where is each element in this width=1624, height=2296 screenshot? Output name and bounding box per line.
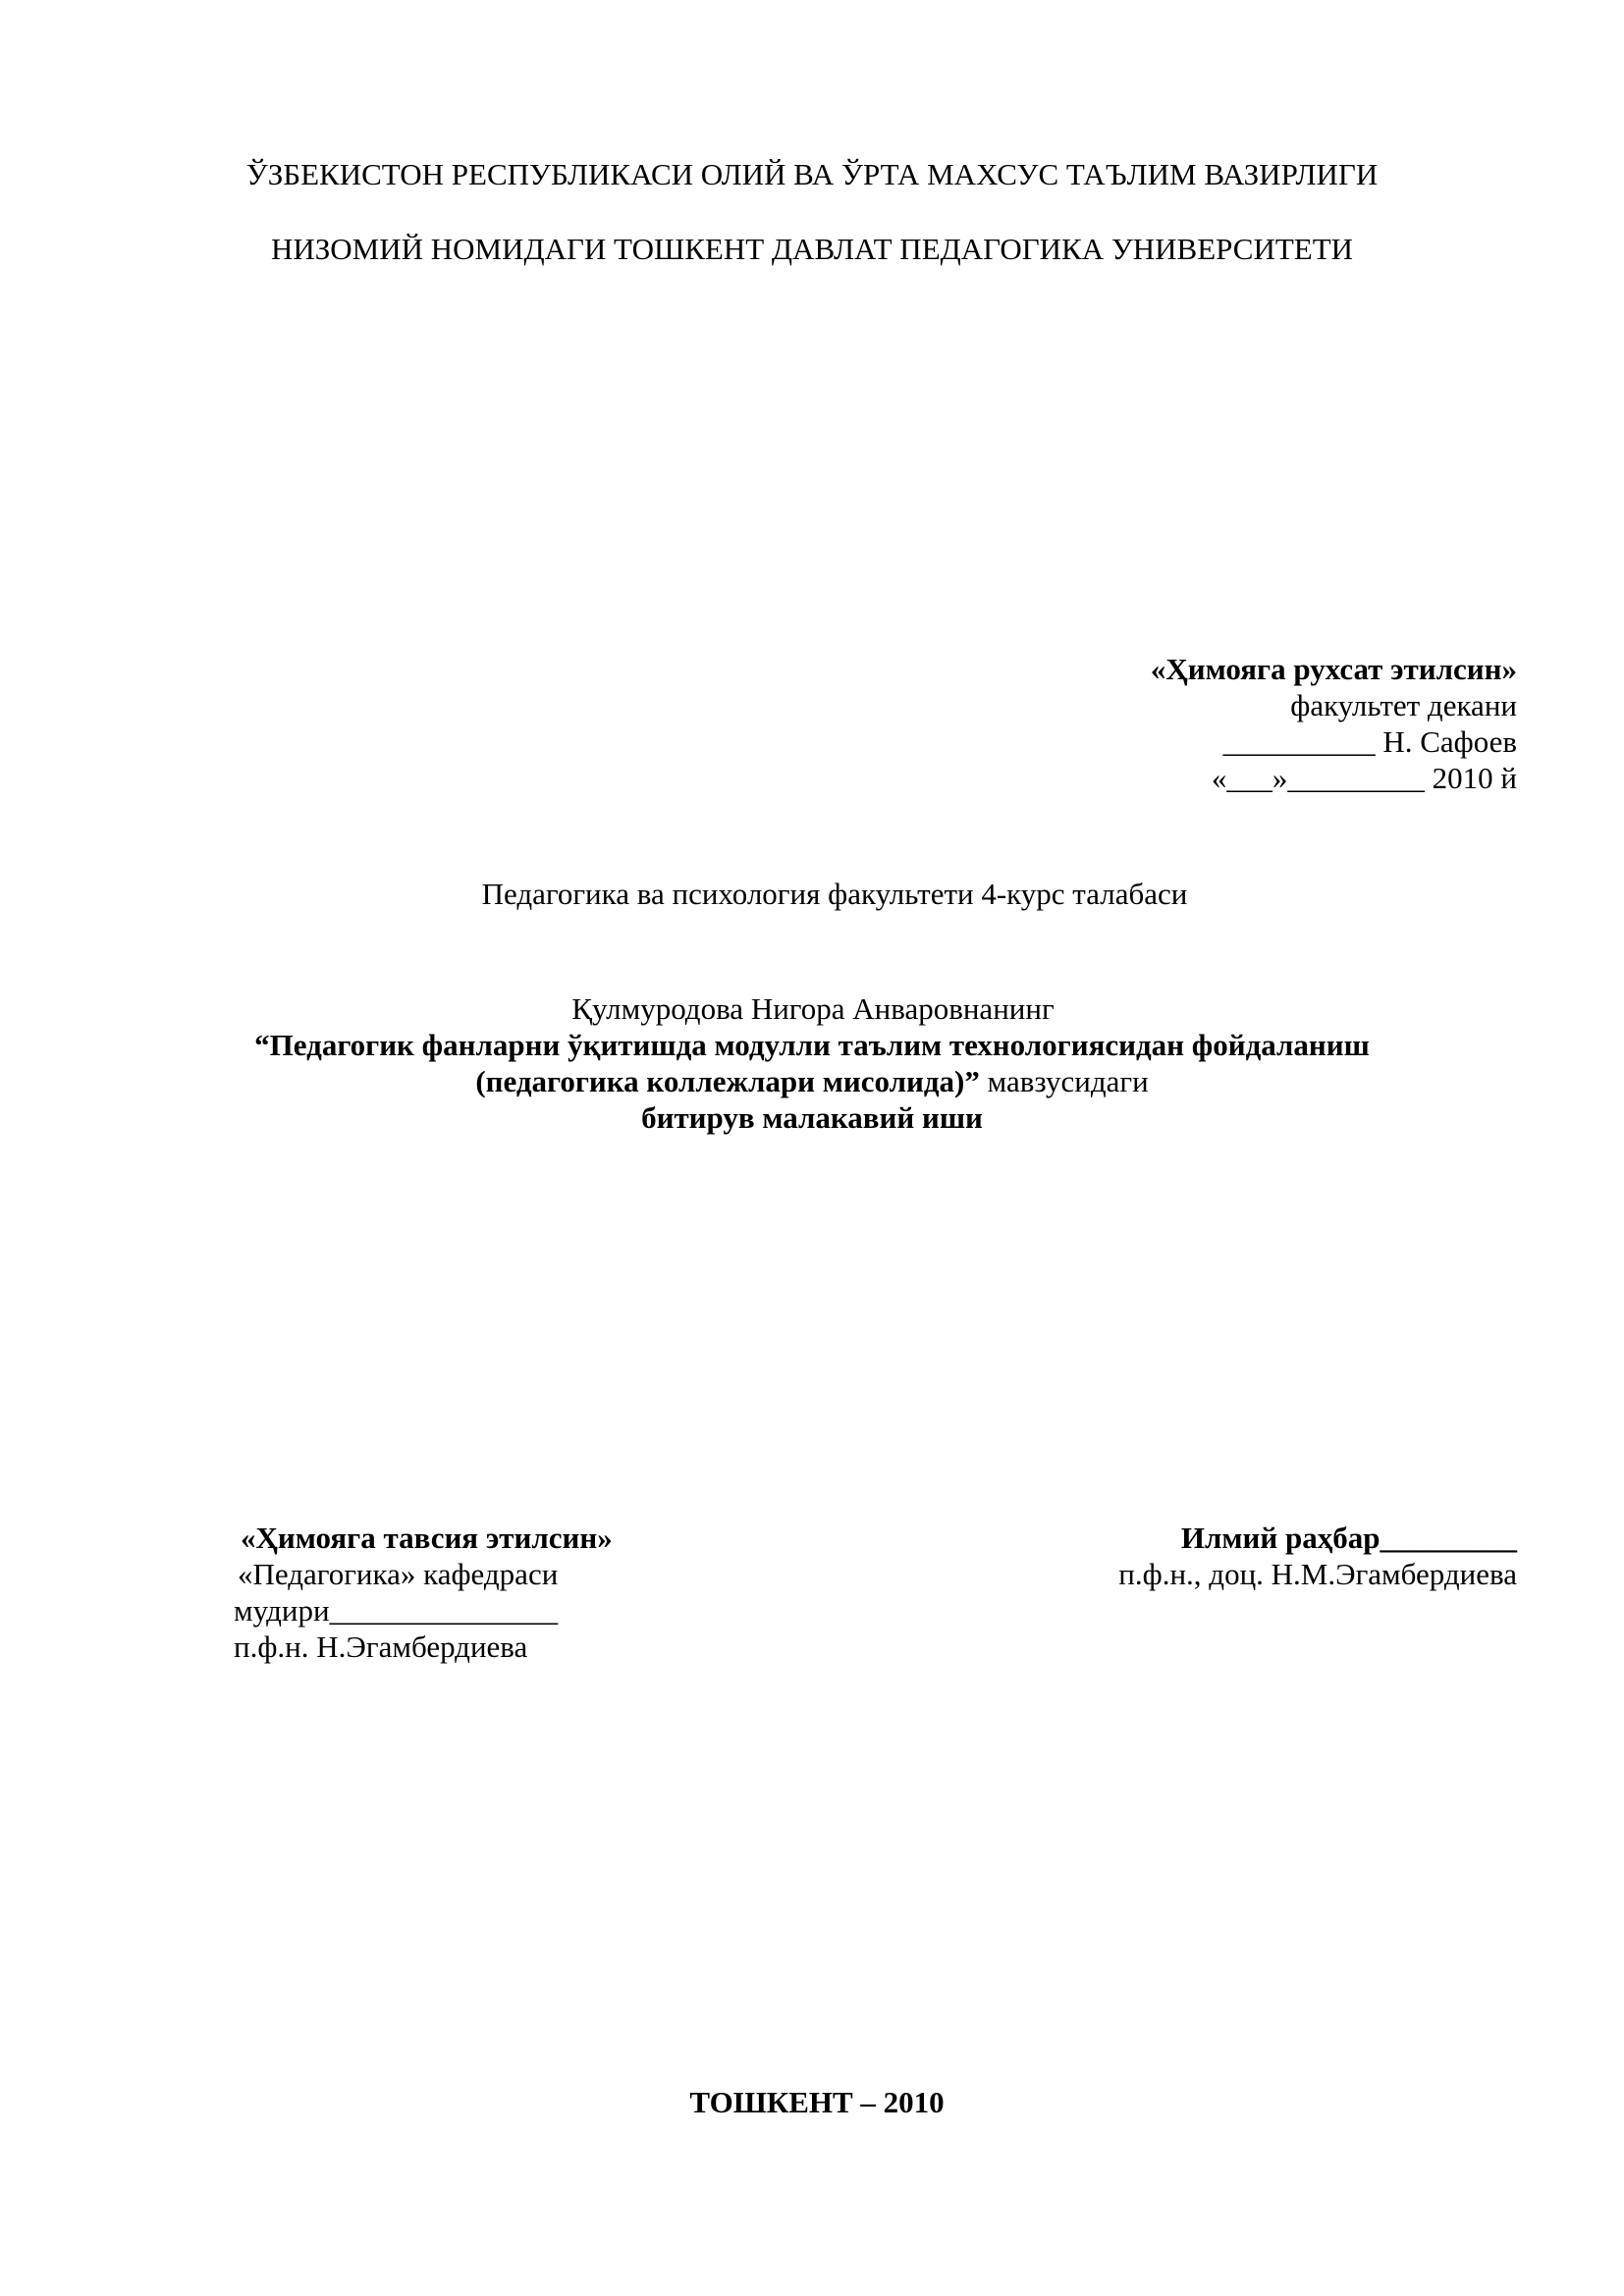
work-author: Қулмуродова Нигора Анваровнанинг xyxy=(571,991,1055,1026)
approval-role: факультет декани xyxy=(1290,688,1517,722)
work-title-line2: (педагогика коллежлари мисолида)” xyxy=(475,1064,980,1098)
supervisor-name: п.ф.н., доц. Н.М.Эгамбердиева xyxy=(1118,1557,1517,1591)
approval-signature: __________ Н. Сафоев xyxy=(1222,724,1517,759)
recommendation-name: п.ф.н. Н.Эгамбердиева xyxy=(234,1629,528,1664)
work-title-line2-wrap xyxy=(0,1064,1624,1099)
supervisor-title: Илмий раҳбар xyxy=(1180,1521,1380,1555)
ministry-heading: ЎЗБЕКИСТОН РЕСПУБЛИКАСИ ОЛИЙ ВА ЎРТА МАХСУС ТАЪЛИМ ВАЗИРЛИГИ xyxy=(245,157,1379,191)
recommendation-head: мудири_______________ xyxy=(234,1593,559,1628)
student-line: Педагогика ва психология факультети 4-курс талабаси xyxy=(481,877,1188,911)
approval-date: «___»_________ 2010 й xyxy=(1211,761,1517,795)
supervisor-title-line xyxy=(1118,1521,1517,1557)
approval-title: «Ҳимояга рухсат этилсин» xyxy=(1150,652,1517,686)
city-year: ТОШКЕНТ – 2010 xyxy=(689,2085,945,2119)
work-type: битирув малакавий иши xyxy=(641,1100,983,1135)
recommendation-department: «Педагогика» кафедраси xyxy=(238,1557,559,1591)
recommendation-block xyxy=(234,1521,613,1666)
supervisor-signature-line: _________ xyxy=(1380,1521,1517,1555)
university-heading: НИЗОМИЙ НОМИДАГИ ТОШКЕНТ ДАВЛАТ ПЕДАГОГИКА УНИВЕРСИТЕТИ xyxy=(270,232,1354,266)
recommendation-title: «Ҳимояга тавсия этилсин» xyxy=(241,1521,613,1555)
work-title-suffix: мавзусидаги xyxy=(979,1064,1149,1098)
supervisor-block xyxy=(1118,1521,1517,1593)
approval-block xyxy=(1151,652,1517,797)
work-title-line1: “Педагогик фанларни ўқитишда модулли таълим технологиясидан фойдаланиш xyxy=(254,1028,1370,1062)
